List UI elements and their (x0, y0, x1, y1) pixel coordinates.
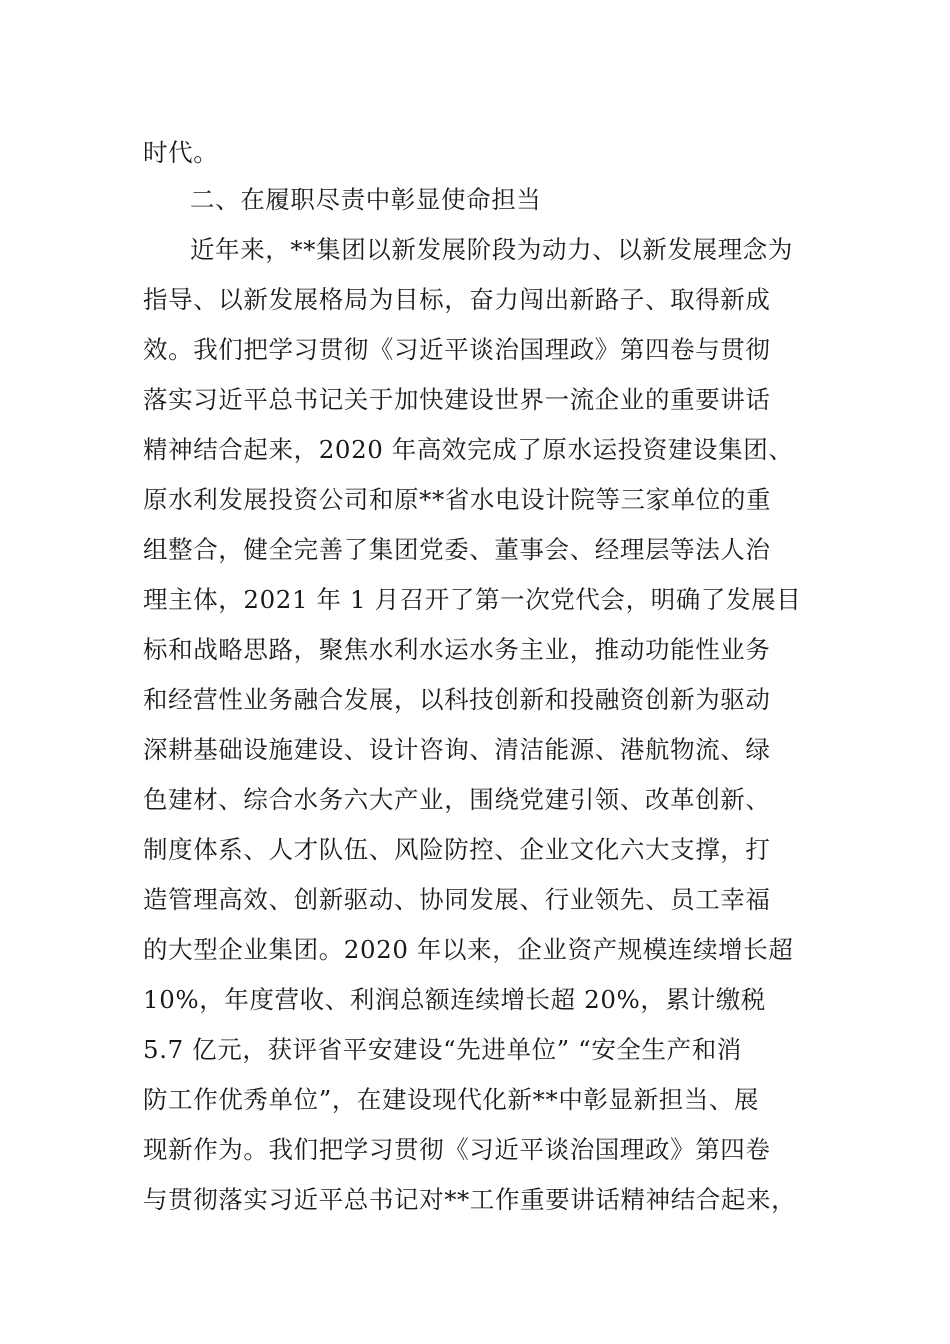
paragraph-line: 落实习近平总书记关于加快建设世界一流企业的重要讲话 (143, 385, 771, 414)
paragraph-line: 10%，年度营收、利润总额连续增长超 20%，累计缴税 (143, 985, 766, 1014)
paragraph-line: 制度体系、人才队伍、风险防控、企业文化六大支撑，打 (143, 835, 771, 864)
paragraph-line: 标和战略思路，聚焦水利水运水务主业，推动功能性业务 (143, 635, 771, 664)
paragraph-line: 5.7 亿元，获评省平安建设“先进单位” “安全生产和消 (143, 1035, 742, 1064)
paragraph-line: 的大型企业集团。2020 年以来，企业资产规模连续增长超 (143, 935, 794, 964)
paragraph-line: 和经营性业务融合发展，以科技创新和投融资创新为驱动 (143, 685, 771, 714)
section-heading: 二、在履职尽责中彰显使命担当 (190, 185, 542, 214)
paragraph-line: 近年来，**集团以新发展阶段为动力、以新发展理念为 (190, 235, 793, 264)
paragraph-line: 理主体，2021 年 1 月召开了第一次党代会，明确了发展目 (143, 585, 802, 614)
paragraph-line: 精神结合起来，2020 年高效完成了原水运投资建设集团、 (143, 435, 794, 464)
paragraph-line: 效。我们把学习贯彻《习近平谈治国理政》第四卷与贯彻 (143, 335, 771, 364)
paragraph-line: 原水利发展投资公司和原**省水电设计院等三家单位的重 (143, 485, 772, 514)
paragraph-line: 时代。 (143, 138, 219, 167)
paragraph-line: 色建材、综合水务六大产业，围绕党建引领、改革创新、 (143, 785, 771, 814)
paragraph-line: 造管理高效、创新驱动、协同发展、行业领先、员工幸福 (143, 885, 771, 914)
paragraph-line: 防工作优秀单位”，在建设现代化新**中彰显新担当、展 (143, 1085, 760, 1114)
paragraph-line: 指导、以新发展格局为目标，奋力闯出新路子、取得新成 (143, 285, 771, 314)
paragraph-line: 现新作为。我们把学习贯彻《习近平谈治国理政》第四卷 (143, 1135, 771, 1164)
paragraph-line: 组整合，健全完善了集团党委、董事会、经理层等法人治 (143, 535, 771, 564)
paragraph-line: 深耕基础设施建设、设计咨询、清洁能源、港航物流、绿 (143, 735, 771, 764)
paragraph-line: 与贯彻落实习近平总书记对**工作重要讲话精神结合起来， (143, 1185, 797, 1214)
